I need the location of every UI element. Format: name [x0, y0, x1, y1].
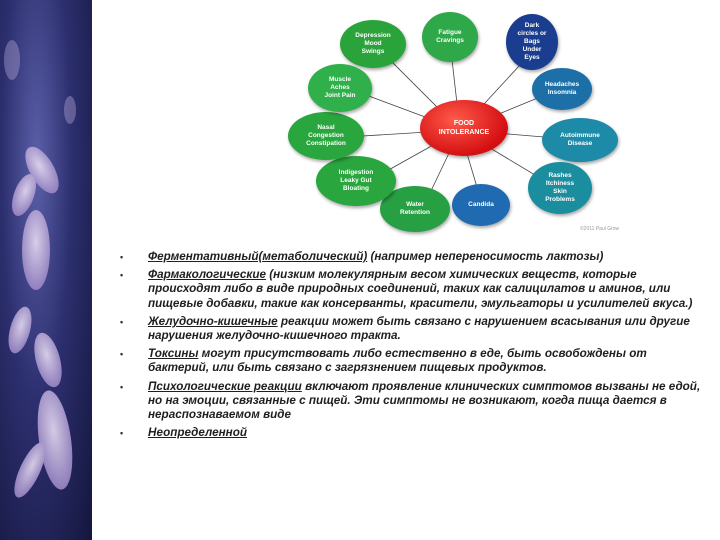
decorative-side-image: [0, 0, 92, 540]
bullet-dot: •: [120, 349, 124, 360]
bullet-term: Неопределенной: [148, 426, 248, 440]
node-fatigue: Fatigue Cravings: [422, 12, 478, 62]
bullet-list: [120, 250, 710, 444]
bullet-dot: •: [120, 428, 124, 439]
node-indigestion: Indigestion Leaky Gut Bloating: [316, 156, 396, 206]
center-node: FOOD INTOLERANCE: [420, 100, 508, 156]
bullet-term: Ферментативный(метаболический): [148, 250, 368, 263]
node-candida: Candida: [452, 184, 510, 226]
bullet-text: включают проявление клинических симптомов вызваны не едой, но на эмоции, связанные с пищей. Эти симптомы не возникают, когда пища дается в нераспознаваемом виде: [148, 379, 701, 422]
bullet-text: могут присутствовать либо естественно в еде, быть освобождены от бактерий, или быть связано с загрязнением пищевых продуктов.: [148, 347, 647, 375]
bullet-text: (например непереносимость лактозы): [367, 250, 604, 263]
bullet-term: Фармакологические: [148, 268, 266, 282]
bullet-text: (низким молекулярным весом химических веществ, которые происходят либо в виде природных соединений, таких как салицилатов и аминов, или пищевые добавки, такие как консерванты, красители, эмульгаторы и усилителей вкуса.): [148, 268, 693, 310]
bullet-dot: •: [120, 316, 124, 327]
bullet-dot: •: [120, 252, 124, 262]
diagram-copyright: ©2011 Paul Grow: [580, 226, 620, 232]
list-item: [120, 250, 710, 264]
list-item: [120, 380, 710, 423]
bullet-term: Психологические реакции: [148, 379, 302, 393]
slide: [92, 0, 720, 540]
food-intolerance-diagram: [260, 8, 650, 238]
node-depression: Depression Mood Swings: [340, 20, 406, 68]
node-nasal-congestion: Nasal Congestion Constipation: [288, 112, 364, 160]
list-item: [120, 426, 710, 440]
bullet-dot: •: [120, 381, 124, 392]
node-rashes: Rashes Itchiness Skin Problems: [528, 162, 592, 214]
node-headaches: Headaches Insomnia: [532, 68, 592, 110]
bullet-term: Желудочно-кишечные: [148, 314, 278, 328]
bullet-dot: •: [120, 270, 124, 281]
antibody-illustration: [0, 0, 92, 540]
list-item: [120, 347, 710, 375]
node-water-retention: Water Retention: [380, 186, 450, 232]
list-item: [120, 315, 710, 343]
bullet-text: реакции может быть связано с нарушением всасывания или другие нарушения желудочно-кишечного тракта.: [148, 314, 690, 343]
node-autoimmune: Autoimmune Disease: [542, 118, 618, 162]
node-muscle-aches: Muscle Aches Joint Pain: [308, 64, 372, 112]
list-item: [120, 268, 710, 311]
bullet-term: Токсины: [148, 347, 199, 361]
node-dark-circles: Dark circles or Bags Under Eyes: [506, 14, 558, 70]
